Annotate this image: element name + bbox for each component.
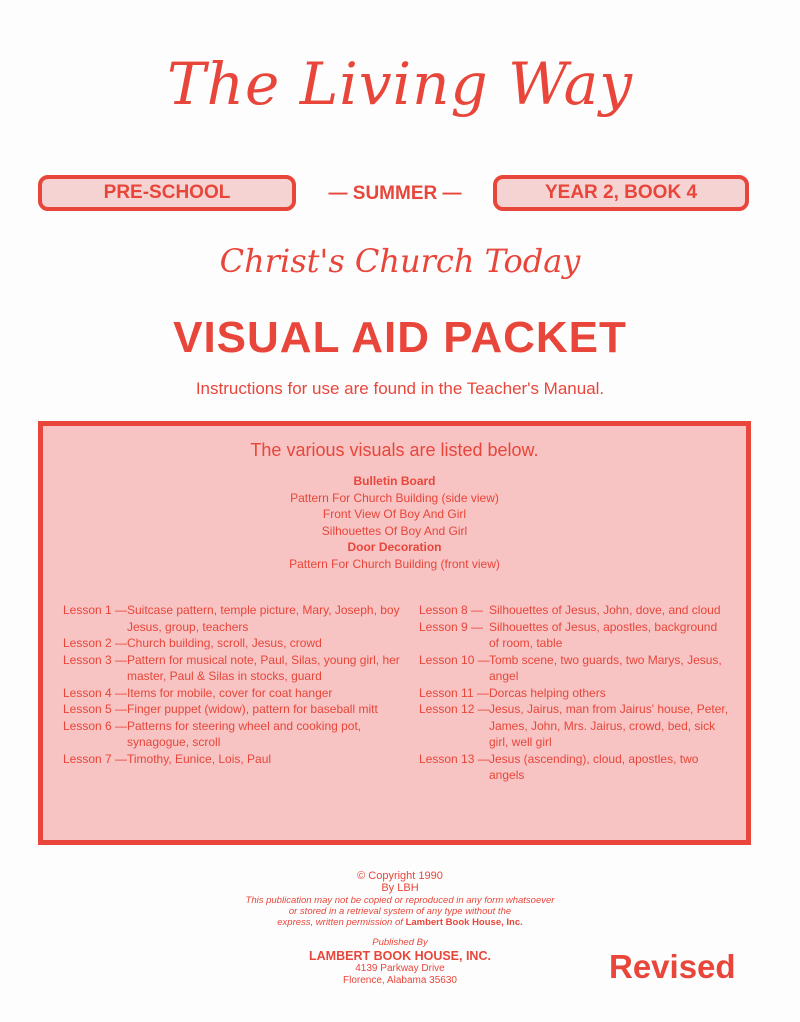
notice-line: This publication may not be copied or reproduced in any form whatsoever bbox=[245, 895, 555, 906]
lesson-item bbox=[63, 718, 403, 751]
lesson-number: Lesson 11 — bbox=[419, 685, 489, 700]
page-title: The Living Way bbox=[166, 50, 634, 118]
lesson-item bbox=[419, 751, 729, 784]
lesson-number: Lesson 2 — bbox=[63, 636, 128, 650]
lesson-item bbox=[63, 602, 403, 635]
year-book-badge bbox=[493, 175, 749, 211]
lesson-text: Items for mobile, cover for coat hanger bbox=[127, 685, 333, 700]
lesson-text: Church building, scroll, Jesus, crowd bbox=[127, 636, 322, 650]
visuals-heading: The various visuals are listed below. bbox=[250, 440, 539, 460]
visuals-panel bbox=[38, 421, 751, 845]
lesson-number: Lesson 10 — bbox=[419, 652, 490, 667]
year-book-label: YEAR 2, BOOK 4 bbox=[544, 182, 698, 203]
lesson-item bbox=[419, 619, 729, 652]
lesson-text: Jesus (ascending), cloud, apostles, two angels bbox=[489, 751, 699, 782]
publisher-name: LAMBERT BOOK HOUSE, INC. bbox=[309, 949, 491, 963]
copyright-by: By LBH bbox=[381, 882, 419, 894]
lesson-item bbox=[63, 652, 403, 685]
notice-text: express, written permission of bbox=[277, 917, 403, 928]
level-badge bbox=[38, 175, 296, 211]
lesson-number: Lesson 3 — bbox=[63, 652, 128, 667]
published-by: Published By bbox=[372, 937, 428, 948]
lesson-text: Dorcas helping others bbox=[489, 685, 606, 700]
notice-line: or stored in a retrieval system of any type without the bbox=[288, 906, 512, 917]
lesson-item bbox=[419, 602, 729, 619]
level-label: PRE-SCHOOL bbox=[103, 182, 231, 203]
copyright-block bbox=[0, 870, 800, 894]
lesson-number: Lesson 7 — bbox=[63, 751, 128, 766]
subtitle: Christ's Church Today bbox=[219, 242, 581, 280]
lesson-item bbox=[63, 751, 403, 768]
lessons-left-column bbox=[63, 602, 403, 767]
lesson-text: Silhouettes of Jesus, apostles, background of room, table bbox=[489, 619, 718, 650]
lesson-number: Lesson 5 — bbox=[63, 702, 128, 716]
lesson-item bbox=[63, 635, 403, 652]
lesson-text: Suitcase pattern, temple picture, Mary, Joseph, boy Jesus, group, teachers bbox=[127, 603, 400, 634]
lesson-item bbox=[419, 701, 729, 751]
lesson-number: Lesson 4 — bbox=[63, 685, 128, 700]
lesson-text: Pattern for musical note, Paul, Silas, young girl, her master, Paul & Silas in stocks, guard bbox=[127, 652, 400, 683]
lesson-text: Finger puppet (widow), pattern for baseball mitt bbox=[127, 702, 378, 716]
instructions-text: Instructions for use are found in the Teacher's Manual. bbox=[195, 379, 605, 398]
publisher-address: 4139 Parkway Drive bbox=[355, 963, 445, 974]
reproduction-notice bbox=[0, 895, 800, 928]
section-item: Silhouettes Of Boy And Girl bbox=[321, 523, 468, 538]
lesson-text: Timothy, Eunice, Lois, Paul bbox=[127, 751, 272, 766]
lesson-number: Lesson 9 — bbox=[419, 619, 484, 634]
section-item: Pattern For Church Building (side view) bbox=[290, 490, 499, 505]
copyright-line: © Copyright 1990 bbox=[357, 870, 443, 882]
lesson-number: Lesson 13 — bbox=[419, 751, 490, 766]
lesson-number: Lesson 8 — bbox=[419, 603, 484, 617]
visuals-sections bbox=[43, 473, 746, 572]
section-title: Door Decoration bbox=[347, 540, 442, 554]
lessons-right-column bbox=[419, 602, 729, 784]
lesson-item bbox=[419, 652, 729, 685]
lesson-text: Silhouettes of Jesus, John, dove, and cloud bbox=[489, 603, 721, 617]
lesson-text: Tomb scene, two guards, two Marys, Jesus, angel bbox=[489, 652, 722, 683]
publisher-city: Florence, Alabama 35630 bbox=[343, 975, 457, 986]
section-title: Bulletin Board bbox=[353, 474, 436, 488]
lesson-item bbox=[419, 685, 729, 702]
notice-line bbox=[0, 917, 800, 928]
notice-publisher: Lambert Book House, Inc. bbox=[405, 917, 523, 928]
lesson-item bbox=[63, 685, 403, 702]
packet-heading: VISUAL AID PACKET bbox=[173, 313, 627, 362]
lesson-text: Jesus, Jairus, man from Jairus' house, Peter, James, John, Mrs. Jairus, crowd, bed, sick girl, well girl bbox=[489, 702, 729, 749]
season-label: — SUMMER — bbox=[328, 183, 462, 204]
lesson-text: Patterns for steering wheel and cooking pot, synagogue, scroll bbox=[127, 718, 362, 749]
lesson-number: Lesson 12 — bbox=[419, 702, 490, 716]
revised-label: Revised bbox=[609, 948, 736, 985]
section-item: Front View Of Boy And Girl bbox=[322, 507, 467, 521]
lesson-number: Lesson 6 — bbox=[63, 718, 128, 733]
lesson-number: Lesson 1 — bbox=[63, 603, 128, 617]
section-item: Pattern For Church Building (front view) bbox=[289, 556, 500, 571]
lesson-item bbox=[63, 701, 403, 718]
